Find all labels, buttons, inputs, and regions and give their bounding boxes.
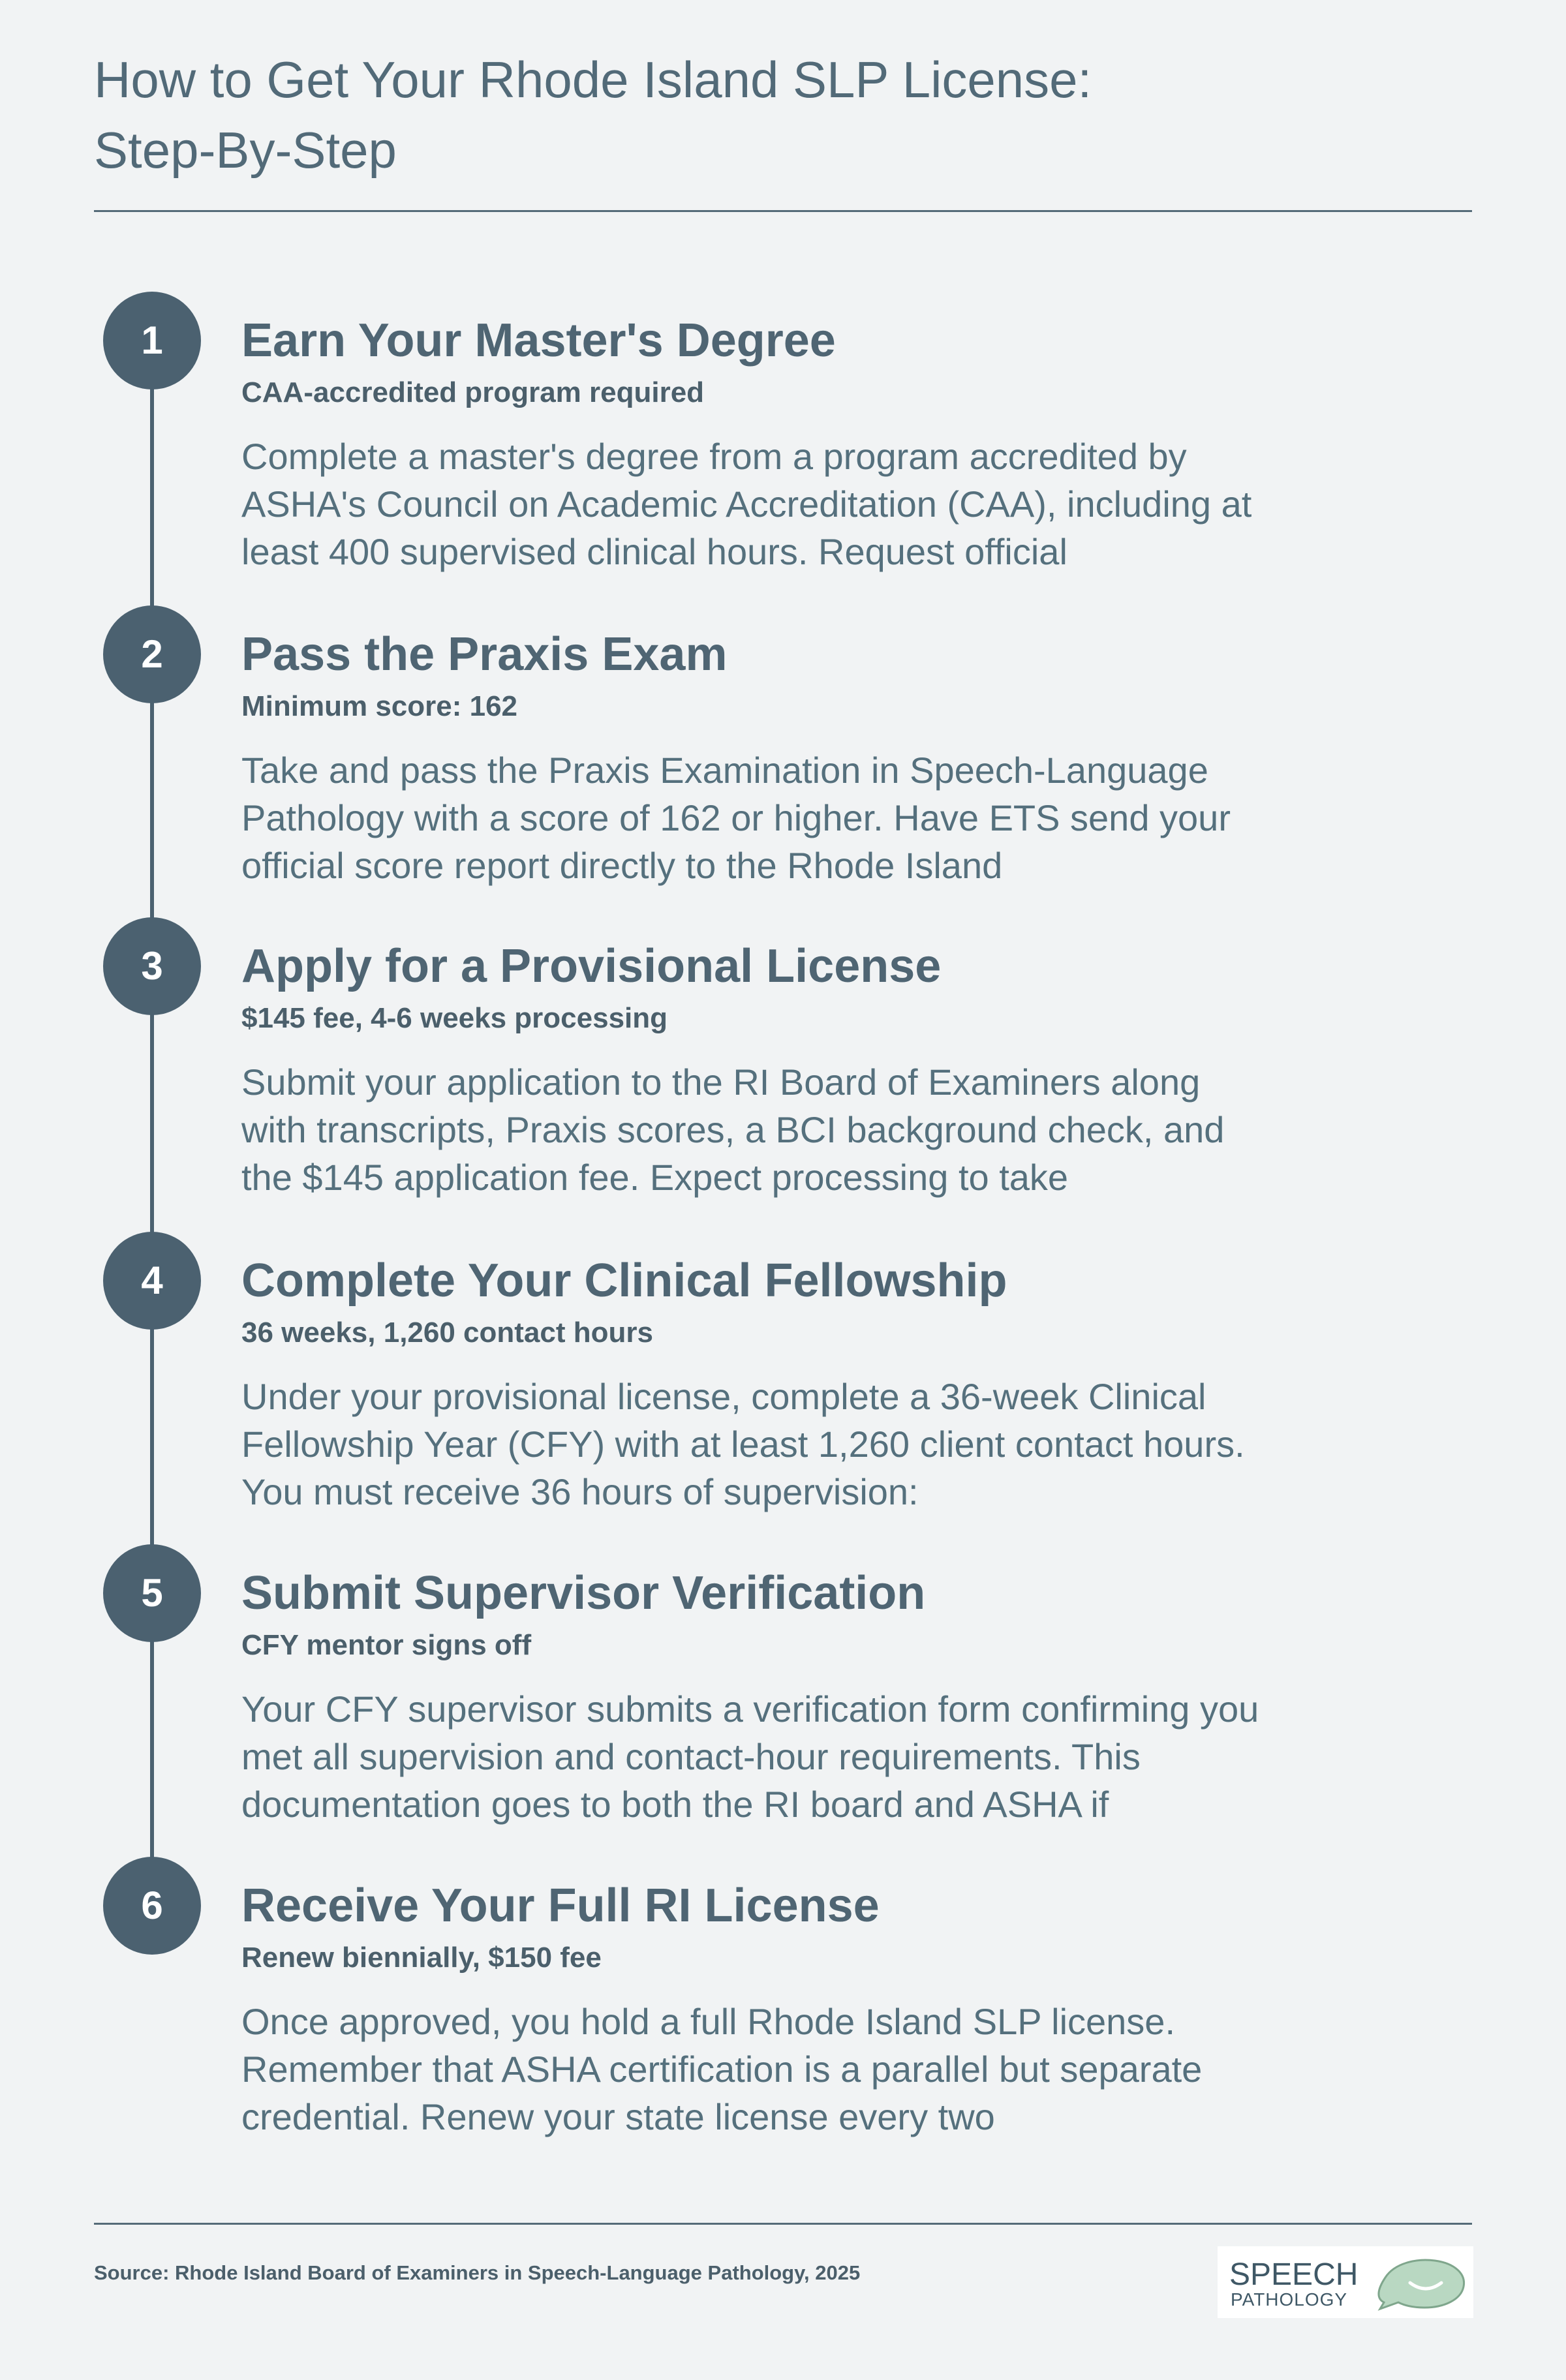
step-3 bbox=[0, 917, 1566, 1198]
step-subheading: Minimum score: 162 bbox=[241, 690, 518, 722]
step-heading: Complete Your Clinical Fellowship bbox=[241, 1255, 1007, 1307]
step-number-badge: 4 bbox=[103, 1232, 201, 1330]
step-heading: Pass the Praxis Exam bbox=[241, 628, 728, 680]
source-note: Source: Rhode Island Board of Examiners in Speech-Language Pathology, 2025 bbox=[94, 2261, 861, 2284]
step-1 bbox=[0, 292, 1566, 572]
step-2 bbox=[0, 605, 1566, 886]
step-number-badge: 6 bbox=[103, 1857, 201, 1955]
step-5 bbox=[0, 1544, 1566, 1825]
step-subheading: $145 fee, 4-6 weeks processing bbox=[241, 1002, 668, 1034]
step-heading: Submit Supervisor Verification bbox=[241, 1567, 926, 1619]
top-divider bbox=[94, 210, 1472, 212]
step-heading: Receive Your Full RI License bbox=[241, 1880, 880, 1932]
step-number-badge: 3 bbox=[103, 917, 201, 1015]
speech-pathology-logo bbox=[1218, 2246, 1473, 2318]
step-subheading: 36 weeks, 1,260 contact hours bbox=[241, 1317, 653, 1349]
page-title-line-1: How to Get Your Rhode Island SLP License: bbox=[94, 51, 1092, 108]
step-number-badge: 1 bbox=[103, 292, 201, 389]
step-6 bbox=[0, 1857, 1566, 2137]
step-description: Once approved, you hold a full Rhode Island SLP license. Remember that ASHA certification is a parallel but separate credential. Renew your state license every two bbox=[241, 2001, 1203, 2137]
logo-text-pathology: PATHOLOGY bbox=[1231, 2289, 1348, 2310]
step-subheading: CAA-accredited program required bbox=[241, 376, 705, 408]
page-title bbox=[94, 44, 1399, 185]
step-subheading: Renew biennially, $150 fee bbox=[241, 1942, 602, 1974]
step-description: Complete a master's degree from a program accredited by ASHA's Council on Academic Accreditation (CAA), including at least 400 supervised clinical hours. Request official bbox=[241, 436, 1252, 572]
step-4 bbox=[0, 1232, 1566, 1512]
page-title-line-2: Step-By-Step bbox=[94, 121, 397, 179]
step-description: Your CFY supervisor submits a verification form confirming you met all supervision and contact-hour requirements. This documentation goes to both the RI board and ASHA if bbox=[241, 1688, 1259, 1825]
step-heading: Apply for a Provisional License bbox=[241, 940, 942, 992]
logo-text-speech: SPEECH bbox=[1229, 2257, 1359, 2292]
step-description: Take and pass the Praxis Examination in Speech-Language Pathology with a score of 162 or higher. Have ETS send your official score report directly to the Rhode Island bbox=[241, 750, 1231, 886]
step-subheading: CFY mentor signs off bbox=[241, 1629, 532, 1661]
bottom-divider bbox=[94, 2223, 1472, 2225]
speech-bubble-icon bbox=[1371, 2251, 1469, 2313]
step-number-badge: 2 bbox=[103, 605, 201, 703]
step-description: Submit your application to the RI Board of Examiners along with transcripts, Praxis scores, a BCI background check, and the $145 application fee. Expect processing to take bbox=[241, 1061, 1225, 1198]
step-description: Under your provisional license, complete a 36-week Clinical Fellowship Year (CFY) with at least 1,260 client contact hours. You must receive 36 hours of supervision: bbox=[241, 1376, 1245, 1512]
step-heading: Earn Your Master's Degree bbox=[241, 314, 836, 367]
step-number-badge: 5 bbox=[103, 1544, 201, 1642]
